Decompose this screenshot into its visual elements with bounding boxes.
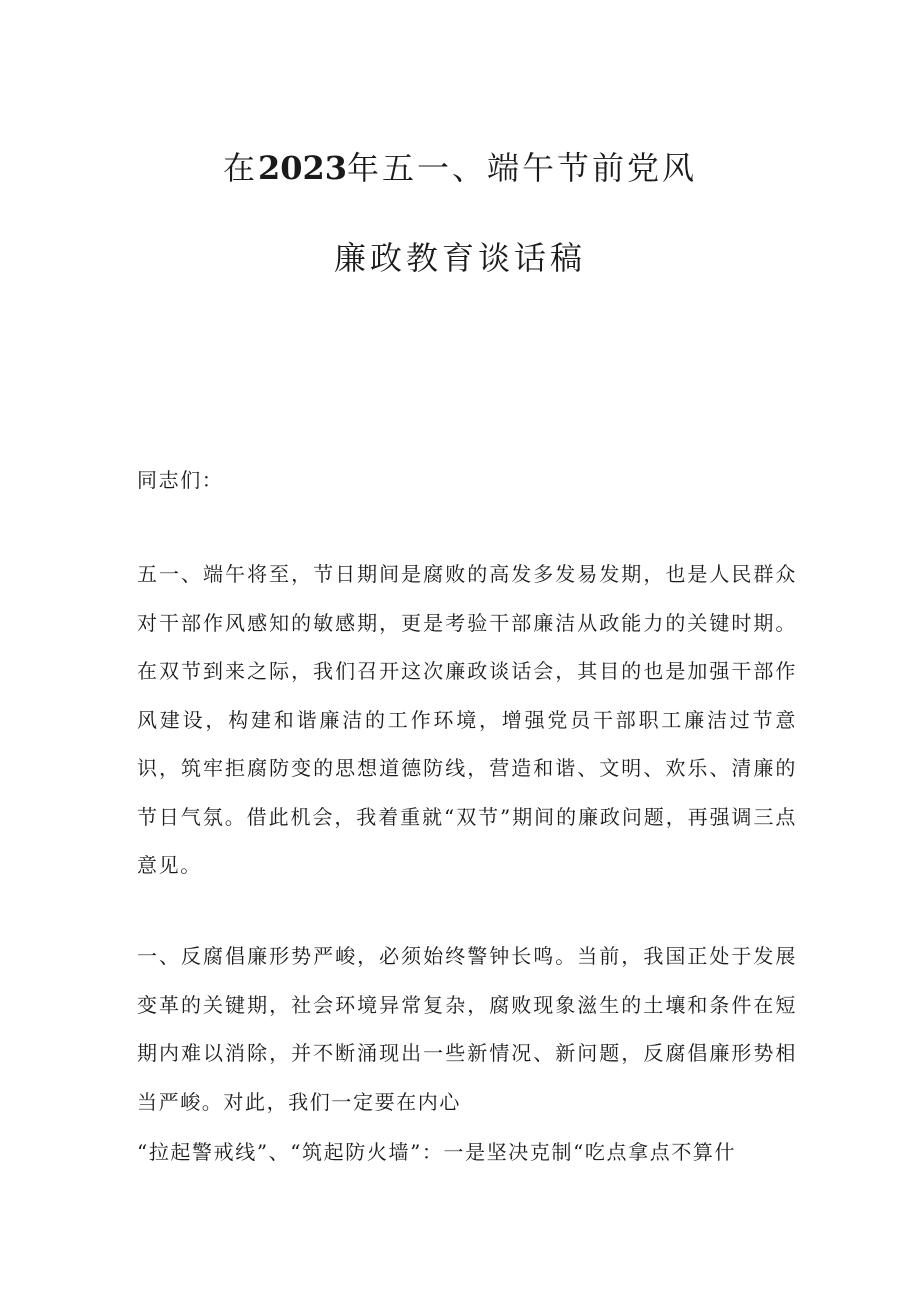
paragraph-point-one: 一、反腐倡廉形势严峻，必须始终警钟长鸣。当前，我国正处于发展变革的关键期，社会环境异常复杂，腐败现象滋生的土壤和条件在短期内难以消除，并不断涌现出一些新情况、新问题，反腐倡廉形势相当严峻。对此，我们一定要在内心 [137,944,797,1114]
document-title-line-2: 廉政教育谈话稿 [333,239,586,277]
paragraph-intro: 五一、端午将至，节日期间是腐败的高发多发易发期，也是人民群众对干部作风感知的敏感期，更是考验干部廉洁从政能力的关键时期。在双节到来之际，我们召开这次廉政谈话会，其目的也是加强干部作风建设，构建和谐廉洁的工作环境，增强党员干部职工廉洁过节意识，筑牢拒腐防变的思想道德防线，营造和谐、文明、欢乐、清廉的节日气氛。借此机会，我着重就“双节”期间的廉政问题，再强调三点意见。 [137,562,797,877]
title-prefix: 在 [222,149,258,187]
document-title-line-1 [0,148,920,188]
title-year: 2023 [257,149,348,187]
title-suffix: 年五一、端午节前党风 [347,149,698,187]
paragraph-point-one-continued: “拉起警戒线”、“筑起防火墙”：一是坚决克制“吃点拿点不算什 [137,1140,737,1164]
salutation: 同志们： [137,468,224,492]
